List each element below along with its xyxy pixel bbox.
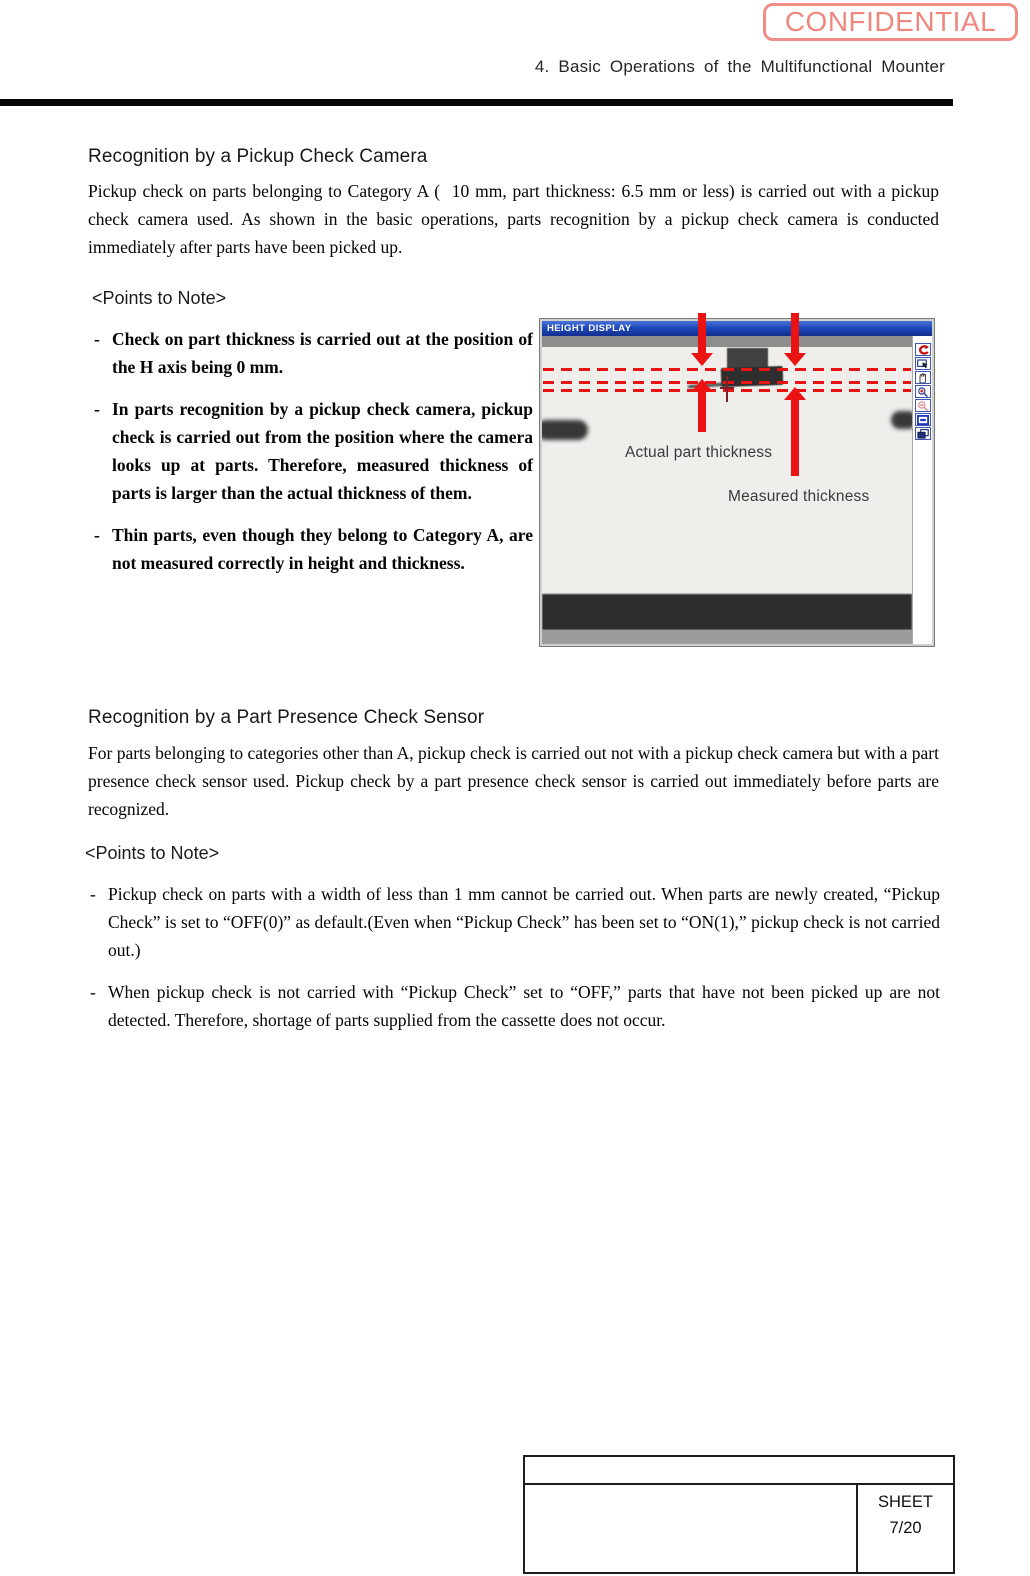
view-top-band [542,336,912,347]
list-item-dash: - [94,525,100,545]
zoom-out-icon[interactable] [915,399,931,412]
list-item-dash: - [94,329,100,349]
list-item-text: Pickup check on parts with a width of less than 1 mm cannot be carried out. When parts are newly created, “Pickup Check” is set to “OFF(0)” as default.(Even when “Pickup Check” has been set to “ON(1),” pickup check is not carried out.) [108,884,940,960]
list-item [88,978,940,1034]
left-nozzle-blob [542,420,588,440]
sheet-number-cell [856,1485,953,1572]
pan-hand-icon[interactable] [915,371,931,384]
window-titlebar: HEIGHT DISPLAY [542,321,932,336]
view-toolbar [912,336,932,644]
measured-thickness-label: Measured thickness [728,488,870,505]
view-bottom-band [542,630,912,644]
height-display-window [539,318,935,647]
note-list-2 [88,880,940,1048]
list-item-text: In parts recognition by a pickup check camera, pickup check is carried out from the position where the camera looks up at parts. Therefore, measured thickness of parts is larger than the actual thickness of them. [112,399,533,503]
view-dark-band [542,594,912,630]
points-to-note-label-2: <Points to Note> [85,843,220,863]
list-item-text: Check on part thickness is carried out at the position of the H axis being 0 mm. [112,329,533,377]
section-heading-presence-sensor: Recognition by a Part Presence Check Sensor [88,707,485,728]
list-item [88,880,940,964]
right-nozzle-blob [891,411,912,429]
layers-icon[interactable] [915,427,931,440]
chapter-header: 4. Basic Operations of the Multifunctional Mounter [534,57,945,76]
list-item-dash: - [90,884,96,904]
fit-view-icon[interactable] [915,413,931,426]
list-item-text: When pickup check is not carried with “Pickup Check” set to “OFF,” parts that have not been picked up are not detected. Therefore, shortage of parts supplied from the cassette does not occur. [108,982,940,1030]
crosshair-marker [720,387,734,389]
header-rule [0,99,953,106]
sheet-table-empty-cell [525,1485,856,1572]
actual-thickness-label: Actual part thickness [625,444,773,461]
camera-view [542,336,912,644]
list-item-text: Thin parts, even though they belong to Category A, are not measured correctly in height and thickness. [112,525,533,573]
points-to-note-label-1: <Points to Note> [92,288,227,308]
list-item-dash: - [90,982,96,1002]
section-body-pickup-camera: Pickup check on parts belonging to Category A ( 10 mm, part thickness: 6.5 mm or less) is carried out with a pickup check camera used. As shown in the basic operations, parts recognition by a pickup check camera is conducted immediately after parts have been picked up. [88,181,939,257]
crosshair-marker [726,376,728,402]
zoom-in-icon[interactable] [915,385,931,398]
section-body-presence-sensor: For parts belonging to categories other than A, pickup check is carried out not with a pickup check camera but with a part presence check sensor used. Pickup check by a part presence check sensor is carried out immediately before parts are recognized. [88,743,939,819]
note-list-1 [92,325,533,591]
sheet-table-top-row [525,1457,953,1485]
confidential-stamp: CONFIDENTIAL [763,3,1018,41]
section-heading-pickup-camera: Recognition by a Pickup Check Camera [88,146,428,167]
sheet-label: SHEET [877,1493,933,1511]
list-item-dash: - [94,399,100,419]
undo-icon[interactable] [915,343,931,356]
sheet-table [523,1455,955,1574]
list-item [92,325,533,381]
list-item [92,395,533,507]
sheet-number: 7/20 [889,1519,922,1537]
list-item [92,521,533,577]
select-region-icon[interactable] [915,357,931,370]
dashed-line-part-top [543,368,911,371]
